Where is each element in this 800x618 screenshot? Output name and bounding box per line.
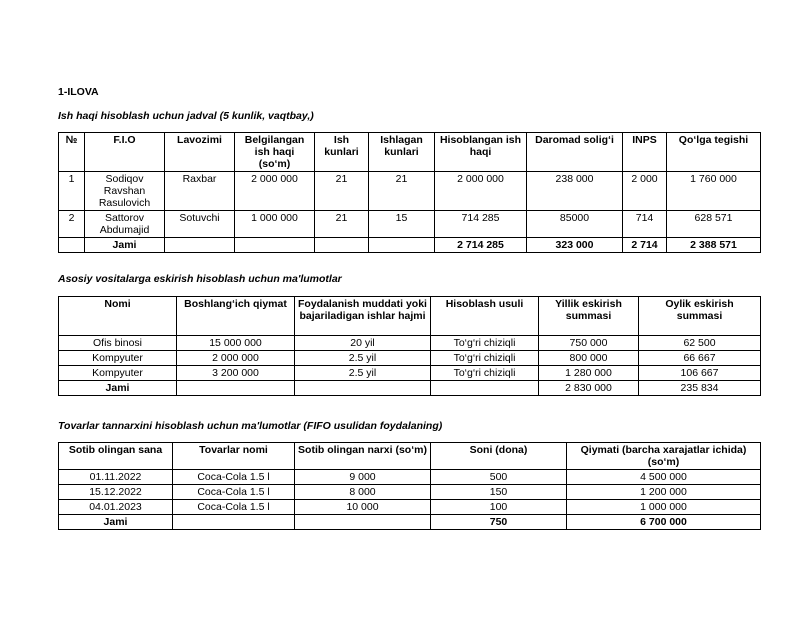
table-cell: 21: [315, 211, 369, 238]
table-header-row: [59, 297, 761, 336]
empty-cell: [315, 238, 369, 253]
table-header-row: [59, 133, 761, 172]
table-cell: 1 000 000: [567, 500, 761, 515]
table-cell: 100: [431, 500, 567, 515]
total-label: Jami: [59, 515, 173, 530]
table-cell: 2 000 000: [235, 172, 315, 211]
col-header: Sotib olingan sana: [59, 443, 173, 470]
table-cell: 62 500: [639, 336, 761, 351]
table-row: [59, 172, 761, 211]
table-cell: 15.12.2022: [59, 485, 173, 500]
table-cell: 2 000 000: [177, 351, 295, 366]
total-yearly: 2 830 000: [539, 381, 639, 396]
table-row: [59, 485, 761, 500]
table-cell: 85000: [527, 211, 623, 238]
total-inps: 2 714: [623, 238, 667, 253]
table-cell: 15 000 000: [177, 336, 295, 351]
empty-cell: [369, 238, 435, 253]
col-header: Daromad solig‘i: [527, 133, 623, 172]
table-cell: 1 000 000: [235, 211, 315, 238]
table-cell: 2.5 yil: [295, 366, 431, 381]
empty-cell: [295, 515, 431, 530]
total-row: [59, 515, 761, 530]
table-cell: 9 000: [295, 470, 431, 485]
table-cell: 15: [369, 211, 435, 238]
table-cell: Sodiqov Ravshan Rasulovich: [85, 172, 165, 211]
table-cell: Coca-Cola 1.5 l: [173, 500, 295, 515]
col-header: Lavozimi: [165, 133, 235, 172]
table-cell: Sotuvchi: [165, 211, 235, 238]
table-cell: 2: [59, 211, 85, 238]
table-cell: Raxbar: [165, 172, 235, 211]
table-cell: 150: [431, 485, 567, 500]
table-cell: 714: [623, 211, 667, 238]
table-cell: 800 000: [539, 351, 639, 366]
total-qty: 750: [431, 515, 567, 530]
empty-cell: [59, 238, 85, 253]
col-header: №: [59, 133, 85, 172]
col-header: Tovarlar nomi: [173, 443, 295, 470]
table-cell: 3 200 000: [177, 366, 295, 381]
col-header: Nomi: [59, 297, 177, 336]
annex-title: 1-ILOVA: [58, 86, 99, 98]
table-cell: 20 yil: [295, 336, 431, 351]
table2-caption: Asosiy vositalarga eskirish hisoblash uchun ma'lumotlar: [58, 273, 342, 285]
total-tax: 323 000: [527, 238, 623, 253]
table-cell: 2.5 yil: [295, 351, 431, 366]
table-cell: 1 200 000: [567, 485, 761, 500]
empty-cell: [173, 515, 295, 530]
empty-cell: [165, 238, 235, 253]
total-row: [59, 238, 761, 253]
depreciation-table: [58, 296, 761, 396]
table3-caption: Tovarlar tannarxini hisoblash uchun ma'lumotlar (FIFO usulidan foydalaning): [58, 420, 443, 432]
table-header-row: [59, 443, 761, 470]
table-cell: 8 000: [295, 485, 431, 500]
col-header: Foydalanish muddati yoki bajariladigan ishlar hajmi: [295, 297, 431, 336]
table-cell: 4 500 000: [567, 470, 761, 485]
total-calculated: 2 714 285: [435, 238, 527, 253]
table-cell: Coca-Cola 1.5 l: [173, 470, 295, 485]
empty-cell: [177, 381, 295, 396]
table-row: [59, 366, 761, 381]
table-row: [59, 351, 761, 366]
table-cell: Kompyuter: [59, 366, 177, 381]
empty-cell: [235, 238, 315, 253]
empty-cell: [295, 381, 431, 396]
table-row: [59, 211, 761, 238]
table-cell: 1 760 000: [667, 172, 761, 211]
col-header: Boshlang‘ich qiymat: [177, 297, 295, 336]
table-cell: 66 667: [639, 351, 761, 366]
col-header: Ishlagan kunlari: [369, 133, 435, 172]
table-cell: 714 285: [435, 211, 527, 238]
table-cell: 2 000: [623, 172, 667, 211]
total-net: 2 388 571: [667, 238, 761, 253]
table-cell: 750 000: [539, 336, 639, 351]
col-header: Sotib olingan narxi (so‘m): [295, 443, 431, 470]
table-cell: 500: [431, 470, 567, 485]
total-row: [59, 381, 761, 396]
table-row: [59, 336, 761, 351]
table-cell: 2 000 000: [435, 172, 527, 211]
table-cell: To‘g‘ri chiziqli: [431, 336, 539, 351]
total-label: Jami: [85, 238, 165, 253]
table-cell: 21: [369, 172, 435, 211]
table-cell: 1 280 000: [539, 366, 639, 381]
col-header: Oylik eskirish summasi: [639, 297, 761, 336]
col-header: F.I.O: [85, 133, 165, 172]
col-header: Hisoblash usuli: [431, 297, 539, 336]
col-header: Hisoblangan ish haqi: [435, 133, 527, 172]
table-cell: To‘g‘ri chiziqli: [431, 366, 539, 381]
table-cell: 628 571: [667, 211, 761, 238]
table-cell: 1: [59, 172, 85, 211]
inventory-table: [58, 442, 761, 530]
table-row: [59, 500, 761, 515]
table-cell: 21: [315, 172, 369, 211]
col-header: Yillik eskirish summasi: [539, 297, 639, 336]
col-header: Qiymati (barcha xarajatlar ichida) (so‘m): [567, 443, 761, 470]
total-monthly: 235 834: [639, 381, 761, 396]
table-cell: 238 000: [527, 172, 623, 211]
total-label: Jami: [59, 381, 177, 396]
table-cell: Coca-Cola 1.5 l: [173, 485, 295, 500]
col-header: Qo‘lga tegishi: [667, 133, 761, 172]
table1-caption: Ish haqi hisoblash uchun jadval (5 kunlik, vaqtbay,): [58, 110, 314, 122]
col-header: Ish kunlari: [315, 133, 369, 172]
col-header: INPS: [623, 133, 667, 172]
table-cell: 04.01.2023: [59, 500, 173, 515]
table-cell: To‘g‘ri chiziqli: [431, 351, 539, 366]
empty-cell: [431, 381, 539, 396]
table-cell: 10 000: [295, 500, 431, 515]
table-cell: Ofis binosi: [59, 336, 177, 351]
total-value: 6 700 000: [567, 515, 761, 530]
table-cell: Sattorov Abdumajid: [85, 211, 165, 238]
table-cell: Kompyuter: [59, 351, 177, 366]
table-row: [59, 470, 761, 485]
col-header: Soni (dona): [431, 443, 567, 470]
table-cell: 106 667: [639, 366, 761, 381]
table-cell: 01.11.2022: [59, 470, 173, 485]
salary-table: [58, 132, 761, 253]
col-header: Belgilangan ish haqi (so‘m): [235, 133, 315, 172]
